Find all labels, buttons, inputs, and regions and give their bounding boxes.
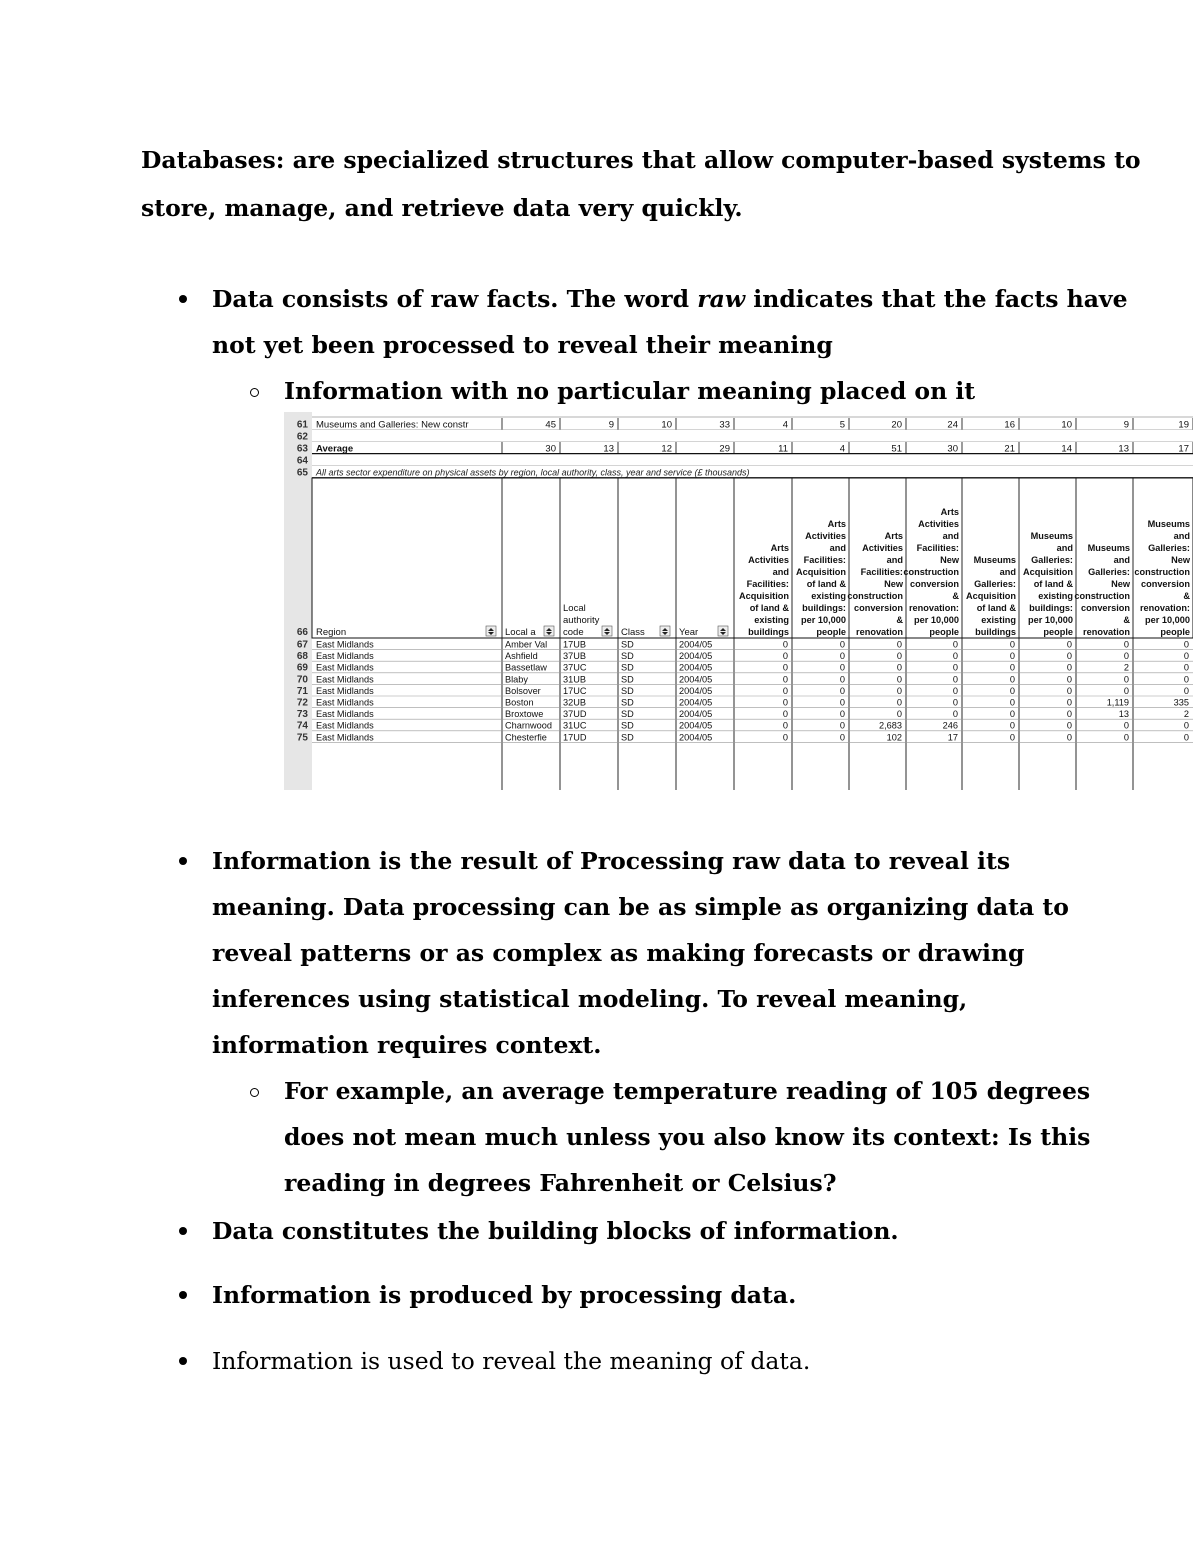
cell-value: 12 (661, 443, 672, 455)
cell-value: 0 (952, 662, 958, 673)
cell-value: 0 (896, 709, 902, 720)
header-c8: and (1173, 531, 1190, 541)
header-c8: & (1183, 591, 1190, 601)
bullet2-sub-line-1: For example, an average temperature reading of 105 degrees (284, 1077, 1091, 1105)
cell-value: 14 (1061, 443, 1072, 455)
cell-value: 0 (896, 674, 902, 685)
cell-value: 33 (719, 419, 730, 431)
cell-value: 0 (1009, 709, 1015, 720)
cell-value: 0 (1009, 685, 1015, 696)
cell-value: 0 (952, 674, 958, 685)
cell-value: 0 (1009, 674, 1015, 685)
cell-value: 0 (1183, 662, 1189, 673)
cell-value: 0 (1066, 697, 1072, 708)
header-c4: Activities (918, 519, 959, 529)
cell-code: 17UD (563, 732, 587, 743)
header-c1: Arts (770, 543, 789, 553)
cell-value: 0 (839, 720, 845, 731)
bullet4-text: Information is produced by processing data. (212, 1281, 797, 1309)
bullet1-line-2: not yet been processed to reveal their meaning (212, 331, 833, 359)
row-number: 69 (296, 662, 308, 674)
cell-class: SD (621, 662, 634, 673)
cell-value: 0 (1066, 732, 1072, 743)
cell-region: East Midlands (316, 651, 374, 662)
bullet2-sub-line-3: reading in degrees Fahrenheit or Celsius? (284, 1169, 837, 1197)
cell-year: 2004/05 (679, 697, 713, 708)
row-number: 72 (296, 697, 308, 709)
cell-value: 11 (778, 443, 788, 455)
header-c3: Facilities: (860, 567, 903, 577)
cell-value: 0 (839, 732, 845, 743)
cell-year: 2004/05 (679, 732, 713, 743)
cell-value: 13 (1118, 709, 1129, 720)
cell-value: 0 (839, 697, 845, 708)
cell-year: 2004/05 (679, 685, 713, 696)
header-c4: construction (903, 567, 959, 577)
header-c2: Arts (827, 519, 846, 529)
cell-value: 0 (1066, 639, 1072, 650)
header-c5: and (999, 567, 1016, 577)
header-c1: buildings (748, 627, 789, 637)
header-c3: renovation (856, 627, 903, 637)
header-c6: per 10,000 (1028, 615, 1073, 625)
cell-value: 0 (952, 639, 958, 650)
cell-value: 0 (1009, 662, 1015, 673)
cell-value: 4 (839, 443, 845, 455)
cell-value: 10 (661, 419, 672, 431)
cell-value: 0 (1066, 674, 1072, 685)
cell-value: 0 (1066, 709, 1072, 720)
cell-code: 37UD (563, 709, 587, 720)
header-c3: construction (847, 591, 903, 601)
cell-value: 29 (719, 443, 730, 455)
cell-class: SD (621, 697, 634, 708)
row-number: 66 (296, 627, 308, 638)
bullet5-text: Information is used to reveal the meaning of data. (212, 1347, 811, 1375)
header-c6: existing (1038, 591, 1073, 601)
cell-value: 0 (896, 685, 902, 696)
cell-region: East Midlands (316, 720, 374, 731)
cell-label: Average (316, 443, 354, 455)
cell-code: 31UB (563, 674, 586, 685)
cell-value: 0 (896, 639, 902, 650)
cell-value: 0 (1066, 685, 1072, 696)
cell-class: SD (621, 732, 634, 743)
header-c7: & (1123, 615, 1130, 625)
cell-local: Ashfield (505, 651, 538, 662)
row-number: 70 (296, 674, 308, 686)
cell-value: 0 (1123, 674, 1129, 685)
header-local: Local a (505, 627, 536, 638)
cell-value: 0 (1183, 639, 1189, 650)
cell-code: 17UC (563, 685, 587, 696)
cell-value: 0 (952, 685, 958, 696)
header-c5: Museums (973, 555, 1016, 565)
bullet2-line-4: inferences using statistical modeling. To reveal meaning, (212, 985, 968, 1013)
bullet-dot (179, 295, 187, 303)
row-number: 62 (296, 431, 308, 443)
cell-value: 4 (782, 419, 788, 431)
cell-value: 0 (1123, 685, 1129, 696)
cell-local: Blaby (505, 674, 528, 685)
cell-local: Chesterfie (505, 732, 547, 743)
cell-value: 0 (782, 697, 788, 708)
header-region: Region (316, 627, 347, 638)
header-c3: Activities (862, 543, 903, 553)
cell-value: 0 (782, 651, 788, 662)
header-c2: Facilities: (803, 555, 846, 565)
cell-year: 2004/05 (679, 639, 713, 650)
header-c7: construction (1074, 591, 1130, 601)
cell-value: 0 (952, 709, 958, 720)
header-c7: and (1113, 555, 1130, 565)
cell-value: 17 (947, 732, 958, 743)
cell-region: East Midlands (316, 662, 374, 673)
cell-value: 0 (1066, 651, 1072, 662)
cell-value: 2,683 (879, 720, 902, 731)
cell-value: 0 (782, 720, 788, 731)
header-c4: people (929, 627, 959, 637)
header-c8: renovation: (1139, 603, 1190, 613)
header-c4: Facilities: (916, 543, 959, 553)
cell-local: Boston (505, 697, 534, 708)
cell-value: 0 (1123, 639, 1129, 650)
header-c5: of land & (976, 603, 1016, 613)
header-c8: conversion (1140, 579, 1190, 589)
header-c8: Museums (1147, 519, 1190, 529)
header-c4: conversion (909, 579, 959, 589)
header-c7: Museums (1087, 543, 1130, 553)
bullet1-text-b: indicates that the facts have (745, 285, 1128, 313)
header-c1: of land & (749, 603, 789, 613)
cell-value: 9 (1123, 419, 1129, 431)
bullet2-line-1: Information is the result of Processing raw data to reveal its (212, 847, 1011, 875)
header-c3: New (884, 579, 903, 589)
header-c1: and (772, 567, 789, 577)
cell-class: SD (621, 685, 634, 696)
cell-value: 0 (1123, 720, 1129, 731)
cell-value: 17 (1178, 443, 1189, 455)
header-c5: Galleries: (974, 579, 1016, 589)
cell-value: 30 (545, 443, 556, 455)
bullet1-text-a: Data consists of raw facts. The word (212, 285, 698, 313)
cell-value: 45 (545, 419, 556, 431)
row-number: 68 (296, 651, 308, 663)
header-c5: buildings (975, 627, 1016, 637)
cell-value: 10 (1061, 419, 1072, 431)
header-c6: of land & (1033, 579, 1073, 589)
header-c2: people (816, 627, 846, 637)
cell-value: 102 (886, 732, 902, 743)
cell-value: 0 (1009, 720, 1015, 731)
cell-code: 37UC (563, 662, 587, 673)
header-c3: and (886, 555, 903, 565)
cell-local: Bassetlaw (505, 662, 547, 673)
cell-region: East Midlands (316, 697, 374, 708)
cell-local: Amber Val (505, 639, 548, 650)
header-code: code (563, 627, 584, 638)
cell-class: SD (621, 720, 634, 731)
intro-line-1: Databases: are specialized structures that allow computer-based systems to (141, 146, 1141, 174)
cell-value: 0 (1183, 720, 1189, 731)
cell-value: 13 (603, 443, 614, 455)
cell-value: 0 (1009, 651, 1015, 662)
cell-year: 2004/05 (679, 651, 713, 662)
cell-value: 0 (782, 662, 788, 673)
cell-value: 0 (896, 662, 902, 673)
header-c6: Acquisition (1022, 567, 1073, 577)
cell-value: 0 (839, 674, 845, 685)
cell-local: Bolsover (505, 685, 541, 696)
header-c3: & (896, 615, 903, 625)
cell-value: 246 (942, 720, 958, 731)
header-c5: Acquisition (965, 591, 1016, 601)
cell-value: 0 (896, 651, 902, 662)
cell-value: 0 (1123, 651, 1129, 662)
header-c7: renovation (1083, 627, 1130, 637)
header-c6: buildings: (1029, 603, 1073, 613)
cell-value: 0 (1123, 732, 1129, 743)
cell-value: 0 (782, 685, 788, 696)
cell-value: 0 (839, 662, 845, 673)
header-c4: and (942, 531, 959, 541)
cell-value: 13 (1118, 443, 1129, 455)
header-c4: & (952, 591, 959, 601)
header-code: authority (563, 615, 600, 626)
header-c7: Galleries: (1088, 567, 1130, 577)
header-c2: per 10,000 (801, 615, 846, 625)
cell-value: 30 (947, 443, 958, 455)
cell-value: 0 (839, 709, 845, 720)
cell-value: 2 (1183, 709, 1189, 720)
cell-value: 0 (1009, 697, 1015, 708)
row-number: 73 (296, 709, 308, 721)
header-c1: Activities (748, 555, 789, 565)
cell-value: 21 (1004, 443, 1015, 455)
header-c5: existing (981, 615, 1016, 625)
cell-year: 2004/05 (679, 720, 713, 731)
header-c6: Museums (1030, 531, 1073, 541)
row-number: 63 (296, 443, 308, 455)
cell-region: East Midlands (316, 732, 374, 743)
header-c2: of land & (806, 579, 846, 589)
row-number: 67 (296, 639, 308, 651)
cell-year: 2004/05 (679, 662, 713, 673)
header-c4: per 10,000 (914, 615, 959, 625)
header-c2: Acquisition (795, 567, 846, 577)
cell-code: 32UB (563, 697, 586, 708)
cell-local: Charnwood (505, 720, 552, 731)
cell-year: 2004/05 (679, 674, 713, 685)
row-number: 71 (296, 685, 308, 697)
cell-value: 0 (839, 685, 845, 696)
cell-region: East Midlands (316, 709, 374, 720)
cell-code: 37UB (563, 651, 586, 662)
row-number: 75 (296, 732, 308, 744)
bullet1-emphasis: raw (697, 285, 746, 313)
header-c2: Activities (805, 531, 846, 541)
cell-code: 17UB (563, 639, 586, 650)
header-c3: conversion (853, 603, 903, 613)
header-c7: conversion (1080, 603, 1130, 613)
bullet-dot (179, 1357, 187, 1365)
cell-value: 0 (839, 651, 845, 662)
bullet2-line-3: reveal patterns or as complex as making forecasts or drawing (212, 939, 1025, 967)
cell-value: 0 (1183, 732, 1189, 743)
cell-value: 0 (1183, 651, 1189, 662)
cell-value: 0 (1183, 685, 1189, 696)
bullet1-sub: Information with no particular meaning placed on it (284, 377, 976, 405)
header-c4: Arts (940, 507, 959, 517)
row-number: 65 (296, 467, 308, 479)
cell-value: 0 (896, 697, 902, 708)
bullet2-line-5: information requires context. (212, 1031, 602, 1059)
cell-class: SD (621, 674, 634, 685)
header-c2: existing (811, 591, 846, 601)
header-c1: Facilities: (746, 579, 789, 589)
cell-value: 0 (952, 651, 958, 662)
header-class: Class (621, 627, 645, 638)
cell-value: 0 (782, 674, 788, 685)
cell-value: 0 (1009, 639, 1015, 650)
cell-value: 0 (1066, 720, 1072, 731)
header-c2: and (829, 543, 846, 553)
cell-value: 0 (1009, 732, 1015, 743)
cell-class: SD (621, 709, 634, 720)
sub-bullet-ring (250, 388, 259, 397)
row-number: 64 (296, 455, 308, 467)
cell-value: 19 (1178, 419, 1189, 431)
header-c6: and (1056, 543, 1073, 553)
spreadsheet-image (284, 412, 1193, 790)
cell-class: SD (621, 639, 634, 650)
cell-value: 0 (952, 697, 958, 708)
cell-value: 0 (782, 639, 788, 650)
header-c4: New (940, 555, 959, 565)
cell-value: 5 (839, 419, 845, 431)
header-c1: existing (754, 615, 789, 625)
intro-line-2: store, manage, and retrieve data very quickly. (141, 194, 743, 222)
header-c7: New (1111, 579, 1130, 589)
header-c8: people (1160, 627, 1190, 637)
header-c2: buildings: (802, 603, 846, 613)
cell-label: Museums and Galleries: New constr (316, 419, 469, 431)
header-c6: Galleries: (1031, 555, 1073, 565)
table-caption: All arts sector expenditure on physical assets by region, local authority, class, year and service (£ thousands) (316, 467, 750, 478)
cell-value: 0 (1183, 674, 1189, 685)
spreadsheet-svg (284, 412, 1193, 790)
row-number: 74 (296, 720, 308, 732)
sub-bullet-ring (250, 1088, 259, 1097)
cell-value: 0 (839, 639, 845, 650)
header-c8: New (1171, 555, 1190, 565)
cell-region: East Midlands (316, 674, 374, 685)
cell-value: 0 (1066, 662, 1072, 673)
cell-value: 0 (782, 709, 788, 720)
header-c6: people (1043, 627, 1073, 637)
bullet3-text: Data constitutes the building blocks of information. (212, 1217, 899, 1245)
cell-value: 1,119 (1106, 697, 1129, 708)
bullet2-line-2: meaning. Data processing can be as simple as organizing data to (212, 893, 1069, 921)
cell-region: East Midlands (316, 639, 374, 650)
cell-value: 0 (782, 732, 788, 743)
header-c1: Acquisition (738, 591, 789, 601)
cell-value: 2 (1123, 662, 1129, 673)
bullet-dot (179, 857, 187, 865)
header-c4: renovation: (908, 603, 959, 613)
header-c8: per 10,000 (1145, 615, 1190, 625)
header-c3: Arts (884, 531, 903, 541)
cell-year: 2004/05 (679, 709, 713, 720)
header-c8: construction (1134, 567, 1190, 577)
cell-local: Broxtowe (505, 709, 544, 720)
cell-value: 24 (947, 419, 958, 431)
cell-value: 51 (891, 443, 902, 455)
bullet-dot (179, 1227, 187, 1235)
bullet2-sub-line-2: does not mean much unless you also know its context: Is this (284, 1123, 1091, 1151)
cell-class: SD (621, 651, 634, 662)
cell-value: 9 (608, 419, 614, 431)
bullet-dot (179, 1291, 187, 1299)
cell-value: 20 (891, 419, 902, 431)
bullet1-line-1 (212, 276, 1128, 322)
row-number: 61 (296, 419, 308, 431)
cell-value: 16 (1004, 419, 1015, 431)
cell-value: 335 (1173, 697, 1189, 708)
header-year: Year (679, 627, 699, 638)
header-c8: Galleries: (1148, 543, 1190, 553)
header-code: Local (563, 603, 586, 614)
cell-region: East Midlands (316, 685, 374, 696)
cell-code: 31UC (563, 720, 587, 731)
